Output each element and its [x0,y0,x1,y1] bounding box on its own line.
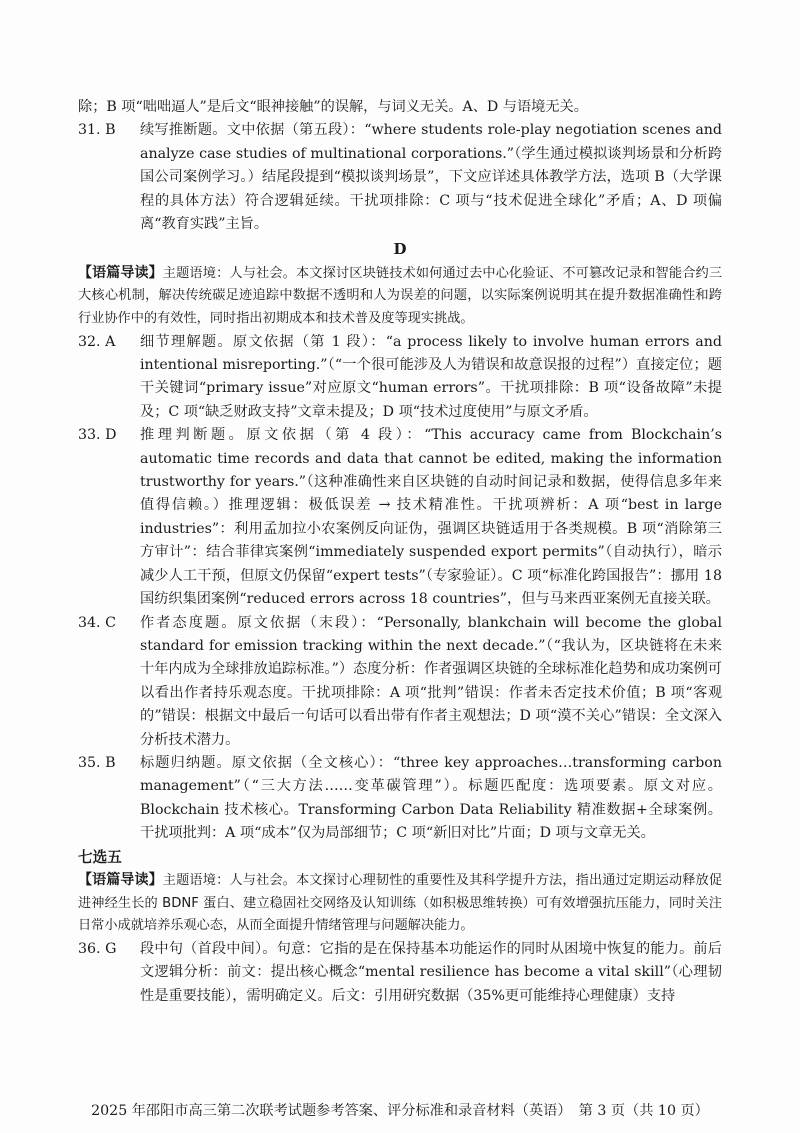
answer-explanation: 续写推断题。文中依据（第五段）：“where students role-play negotiation scenes and analyze case studies of multinational corporations.”（学生通过模拟谈判场景和分析跨国公司案例学习。）结尾段提到“模拟谈判场景”，下文应详述具体教学方法，选项 B（大学课程的具体方法）符合逻辑延续。干扰项排除：C 项与“技术促进全球化”矛盾；A、D 项偏离“教育实践”主旨。 [140,122,722,233]
answer-item-36 [78,938,722,1008]
answer-item-35 [78,752,722,846]
answer-item-31 [78,119,722,236]
answer-number: 34. C [78,614,116,631]
passage-intro-seven [78,869,722,938]
answer-item-33 [78,424,722,611]
section-heading-seven-choose-five: 七选五 [78,848,122,866]
answer-number: 35. B [78,754,116,771]
section-heading-d: D [393,240,407,259]
answer-explanation: 段中句（首段中间）。句意：它指的是在保持基本功能运作的同时从困境中恢复的能力。前后文逻辑分析：前文：提出核心概念“mental resilience has become a vital skill”（心理韧性是重要技能），需明确定义。后文：引用研究数据（35%更可能维持心理健康）支持 [140,940,722,1004]
answer-item-32 [78,331,722,425]
passage-intro-d [78,262,722,331]
answer-explanation: 作者态度题。原文依据（末段）：“Personally, blankchain will become the global standard for emission tracking within the next decade.”（“我认为，区块链将在未来十年内成为全球排放追踪标准。”）态度分析：作者强调区块链的全球标准化趋势和成功案例可以看出作者持乐观态度。干扰项排除：A 项“批判”错误：作者未否定技术价值；B 项“客观的”错误：根据文中最后一句话可以看出带有作者主观想法；D 项“漠不关心”错误：全文深入分析技术潜力。 [140,614,723,748]
intro-label: 【语篇导读】 [78,264,163,281]
answer-explanation: 细节理解题。原文依据（第 1 段）：“a process likely to involve human errors and intentional misreporting.”（“一个很可能涉及人为错误和故意误报的过程”）直接定位；题干关键词“primary issue”对应原文“human errors”。干扰项排除：B 项“设备故障”未提及；C 项“缺乏财政支持”文章未提及；D 项“技术过度使用”与原文矛盾。 [140,333,722,420]
answer-number: 32. A [78,333,116,350]
answer-number: 31. B [78,122,116,139]
intro-text: 主题语境：人与社会。本文探讨区块链技术如何通过去中心化验证、不可篡改记录和智能合约三大核心机制，解决传统碳足迹追踪中数据不透明和人为误差的问题，以实际案例说明其在提升数据准确性和跨行业协作中的有效性，同时指出初期成本和技术普及度等现实挑战。 [78,265,723,327]
answer-item-34 [78,612,722,752]
answer-explanation: 标题归纳题。原文依据（全文核心）：“three key approaches…transforming carbon management”（“三大方法……变革碳管理”）。标题匹配度：选项要素。原文对应。Blockchain 技术核心。Transforming Carbon Data Reliability 精准数据+全球案例。干扰项批判：A 项“成本”仅为局部细节；C 项“新旧对比”片面；D 项与文章无关。 [140,754,722,842]
continued-explanation: 除；B 项“咄咄逼人”是后文“眼神接触”的误解，与词义无关。A、D 与语境无关。 [78,99,588,115]
answer-explanation: 推理判断题。原文依据（第 4 段）：“This accuracy came from Blockchain’s automatic time records and data that cannot be edited, making the information trustworthy for years.”（这种准确性来自区块链的自动时间记录和数据，使得信息多年来值得信赖。）推理逻辑：极低误差 → 技术精准性。干扰项辨析：A 项“best in large industries”：利用孟加拉小农案例反向证伪，强调区块链适用于各类规模。B 项“消除第三方审计”：结合菲律宾案例“immediately suspended export permits”（自动执行），暗示减少人工干预，但原文仍保留“expert tests”（专家验证）。C 项“标准化跨国报告”：挪用 18 国纺织集团案例“reduced errors across 18 countries”，但与马来西亚案例无直接关联。 [140,427,722,608]
answer-number: 33. D [78,427,117,444]
intro-text: 主题语境：人与社会。本文探讨心理韧性的重要性及其科学提升方法，指出通过定期运动释放促进神经生长的 BDNF 蛋白、建立稳固社交网络及认知训练（如积极思维转换）可有效增强抗压能力，同时关注日常小成就培养乐观心态，从而全面提升情绪管理与问题解决能力。 [78,872,723,934]
intro-label: 【语篇导读】 [78,871,163,888]
answer-number: 36. G [78,940,117,957]
page-footer: 2025 年邵阳市高三第二次联考试题参考答案、评分标准和录音材料（英语） 第 3 页（共 10 页） [91,1103,709,1119]
